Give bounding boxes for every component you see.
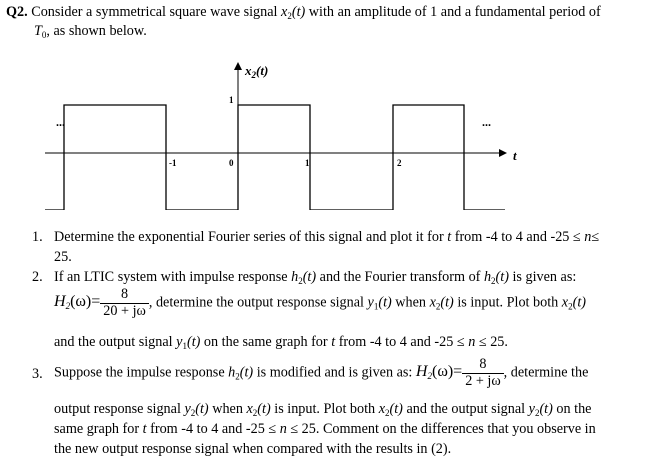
fraction: $\frac{8}{20 + j\omega}$ bbox=[100, 287, 149, 319]
item-text: on the bbox=[556, 401, 592, 417]
signal-subscript: 2 bbox=[287, 11, 292, 21]
arg: (t) bbox=[378, 294, 392, 311]
subscript: 2 bbox=[534, 408, 540, 418]
item-text: when bbox=[395, 294, 427, 311]
item-text: from -4 to 4 and -25 ≤ bbox=[454, 229, 581, 245]
square-wave-trace bbox=[45, 105, 505, 210]
signal-arg: (t) bbox=[291, 4, 306, 20]
item-3-line-2 bbox=[54, 401, 591, 418]
item-text: is given as: bbox=[512, 269, 577, 285]
item-1-line-1 bbox=[54, 229, 599, 246]
tick-label: -1 bbox=[169, 158, 177, 168]
tick-label: 2 bbox=[397, 158, 402, 168]
transfer-function: $H_2(\omega)=$ bbox=[415, 363, 463, 382]
var-t: t bbox=[142, 421, 147, 437]
item-text: and the Fourier transform of bbox=[319, 269, 481, 285]
arg: (t) bbox=[495, 269, 509, 285]
subscript: 1 bbox=[373, 301, 379, 312]
subscript: 2 bbox=[435, 301, 441, 312]
arg: (t) bbox=[257, 401, 271, 417]
arg: (t) bbox=[195, 401, 209, 417]
arg: (t) bbox=[539, 401, 553, 417]
var-y: y bbox=[176, 334, 183, 350]
item-text: , determine the bbox=[503, 364, 589, 381]
arg: (t) bbox=[302, 269, 317, 285]
item-text: , determine the output response signal bbox=[148, 294, 364, 311]
y-axis-label: $x_2(t)$ bbox=[245, 63, 269, 80]
item-text: ≤ bbox=[591, 229, 600, 245]
var-x: x bbox=[246, 401, 253, 417]
var-x: x bbox=[561, 294, 569, 311]
square-wave-figure bbox=[0, 0, 645, 210]
question-text-2: with an amplitude of 1 and a fundamental period of bbox=[308, 4, 601, 20]
var-n: n bbox=[468, 334, 476, 350]
item-text: If an LTIC system with impulse response bbox=[54, 269, 288, 285]
arg: (t) bbox=[440, 294, 454, 311]
item-text: from -4 to 4 and -25 ≤ bbox=[150, 421, 277, 437]
subscript: 2 bbox=[568, 301, 573, 312]
subscript: 2 bbox=[190, 408, 196, 418]
var-h: h bbox=[483, 269, 492, 285]
transfer-function: $H_2(\omega)=$ bbox=[54, 293, 101, 312]
var-n: n bbox=[279, 421, 287, 437]
item-3-line-3 bbox=[54, 421, 596, 438]
item-number: 3. bbox=[32, 366, 43, 382]
var-n: n bbox=[584, 229, 592, 245]
item-text: and the output signal bbox=[406, 401, 526, 417]
subscript: 2 bbox=[385, 408, 390, 418]
item-1-line-2: 25. bbox=[54, 249, 72, 265]
item-text: ≤ 25. Comment on the differences that you observe in bbox=[290, 421, 596, 437]
subscript: 2 bbox=[252, 408, 258, 418]
arg: (t) bbox=[239, 364, 254, 381]
var-h: h bbox=[228, 364, 236, 381]
fraction: $\frac{8}{2 + j\omega}$ bbox=[462, 357, 503, 389]
var-t: t bbox=[331, 334, 336, 350]
item-3-line-1 bbox=[54, 357, 588, 389]
item-text: on the same graph for bbox=[203, 334, 328, 350]
subscript: 2 bbox=[235, 371, 240, 382]
subscript: 1 bbox=[182, 341, 187, 351]
question-label: Q2. bbox=[6, 4, 28, 20]
var-y: y bbox=[184, 401, 191, 417]
item-text: is input. Plot both bbox=[457, 294, 559, 311]
subscript: 2 bbox=[298, 276, 303, 286]
amplitude-label: 1 bbox=[229, 95, 234, 105]
question-text: Consider a symmetrical square wave signal bbox=[31, 4, 278, 20]
item-text: output response signal bbox=[54, 401, 181, 417]
x-axis-label: t bbox=[513, 148, 517, 163]
item-text: is input. Plot both bbox=[274, 401, 376, 417]
period-subscript: 0 bbox=[41, 30, 47, 40]
signal-symbol: x bbox=[281, 4, 288, 20]
var-y: y bbox=[367, 294, 374, 311]
ellipsis-right: ... bbox=[482, 115, 491, 129]
item-text: is modified and is given as: bbox=[256, 364, 413, 381]
item-text: Suppose the impulse response bbox=[54, 364, 225, 381]
tick-label: 0 bbox=[229, 158, 234, 168]
item-number: 1. bbox=[32, 229, 43, 245]
period-symbol: T bbox=[34, 23, 42, 39]
item-3-line-4: the new output response signal when compared with the results in (2). bbox=[54, 441, 452, 457]
subscript: 2 bbox=[491, 276, 496, 286]
question-text-3: , as shown below. bbox=[46, 23, 147, 39]
arg: (t) bbox=[186, 334, 201, 350]
item-number: 2. bbox=[32, 269, 43, 285]
item-2-line-1 bbox=[54, 269, 576, 286]
item-text: and the output signal bbox=[54, 334, 173, 350]
tick-label: 1 bbox=[305, 158, 310, 168]
item-2-line-2 bbox=[54, 287, 586, 319]
var-x: x bbox=[429, 294, 436, 311]
arg: (t) bbox=[572, 294, 587, 311]
item-text: when bbox=[212, 401, 243, 417]
item-text: same graph for bbox=[54, 421, 140, 437]
arg: (t) bbox=[389, 401, 403, 417]
item-text: Determine the exponential Fourier series of this signal and plot it for bbox=[54, 229, 444, 245]
var-x: x bbox=[378, 401, 386, 417]
ellipsis-left: ... bbox=[56, 115, 65, 129]
var-h: h bbox=[291, 269, 299, 285]
var-y: y bbox=[528, 401, 535, 417]
var-t: t bbox=[447, 229, 452, 245]
item-2-line-3 bbox=[54, 334, 508, 351]
item-text: from -4 to 4 and -25 ≤ bbox=[338, 334, 465, 350]
item-text: ≤ 25. bbox=[478, 334, 508, 350]
